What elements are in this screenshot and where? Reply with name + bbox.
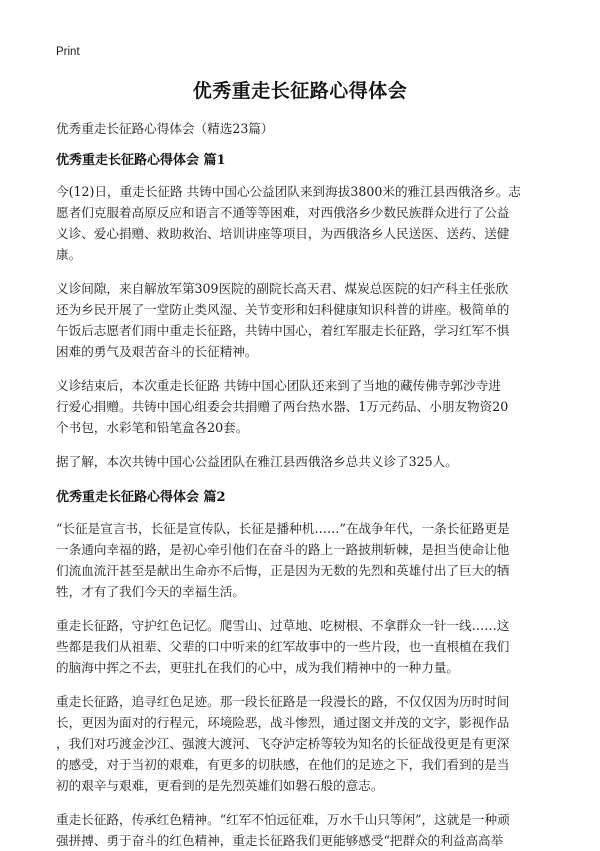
text-line: 重走长征路，守护红色记忆。爬雪山、过草地、吃树根、不拿群众一针一线……这 <box>56 618 510 633</box>
text-line: 初的艰辛与艰难，更看到的是先烈英雄们如磐石般的意志。 <box>56 778 384 793</box>
paragraph <box>56 181 544 265</box>
text-line: 还为乡民开展了一堂防止类风湿、关节变形和妇科健康知识科普的讲座。极简单的 <box>56 302 510 317</box>
text-line: 义诊结束后，本次重走长征路 共铸中国心团队还来到了当地的藏传佛寺郭沙寺进 <box>56 378 501 393</box>
text-line: 重走长征路，追寻红色足迹。那一段长征路是一段漫长的路，不仅仅因为历时时间 <box>56 694 510 709</box>
text-line: 据了解，本次共铸中国心公益团队在雅江县西俄洛乡总共义诊了325人。 <box>56 454 458 469</box>
text-line: 康。 <box>56 247 82 262</box>
text-line: 牲，才有了我们今天的幸福生活。 <box>56 584 245 599</box>
paragraph <box>56 375 544 438</box>
print-link[interactable]: Print <box>56 46 80 58</box>
paragraph <box>56 615 544 678</box>
paragraph <box>56 691 544 796</box>
text-line: 的脑海中挥之不去，更驻扎在我们的心中，成为我们精神中的一种力量。 <box>56 660 459 675</box>
text-line: 重走长征路，传承红色精神。“红军不怕远征难，万水千山只等闲”，这就是一种顽 <box>56 812 510 827</box>
text-line: 义诊、爱心捐赠、救助救治、培训讲座等项目，为西俄洛乡人民送医、送药、送健 <box>56 226 510 241</box>
text-line: 一条通向幸福的路，是初心牵引他们在奋斗的路上一路披荆斩棘，是担当使命让他 <box>56 542 510 557</box>
article-subtitle: 优秀重走长征路心得体会（精选23篇） <box>56 121 274 136</box>
page-title: 优秀重走长征路心得体会 <box>192 80 408 102</box>
text-line: 长，更因为面对的行程元，环境险恶，战斗惨烈，通过图文并茂的文字，影视作品 <box>56 715 510 730</box>
text-line: ，我们对巧渡金沙江、强渡大渡河、飞夺泸定桥等较为知名的长征战役更是有更深 <box>56 736 510 751</box>
text-line: 个书包，水彩笔和铅笔盒各20套。 <box>56 420 249 435</box>
text-line: 些都是我们从祖辈、父辈的口中听来的红军故事中的一些片段，也一直根植在我们 <box>56 639 510 654</box>
paragraph <box>56 809 544 851</box>
section-heading-2: 优秀重走长征路心得体会 篇2 <box>56 490 226 505</box>
text-line: 午饭后志愿者们雨中重走长征路，共铸中国心，着红军服走长征路，学习红军不惧 <box>56 323 510 338</box>
text-line: “长征是宣言书，长征是宣传队，长征是播种机……”在战争年代，一条长征路更是 <box>56 521 510 536</box>
text-line: 行爱心捐赠。共铸中国心组委会共捐赠了两台热水器、1万元药品、小朋友物资20 <box>56 399 509 414</box>
text-line: 强拼搏、勇于奋斗的红色精神，重走长征路我们更能够感受“把群众的利益高高举 <box>56 833 504 848</box>
paragraph <box>56 278 544 362</box>
text-line: 的感受，对于当初的艰难，有更多的切肤感，在他们的足迹之下，我们看到的是当 <box>56 757 510 772</box>
text-line: 们流血流汗甚至是献出生命亦不后悔，正是因为无数的先烈和英雄付出了巨大的牺 <box>56 563 510 578</box>
text-line: 义诊间隙，来自解放军第309医院的副院长高天君、煤炭总医院的妇产科主任张欣 <box>56 281 509 296</box>
article-body <box>56 78 544 851</box>
section-heading-1: 优秀重走长征路心得体会 篇1 <box>56 153 226 168</box>
paragraph <box>56 451 544 472</box>
text-line: 困难的勇气及艰苦奋斗的长征精神。 <box>56 344 258 359</box>
text-line: 愿者们克服着高原反应和语言不通等等困难，对西俄洛乡少数民族群众进行了公益 <box>56 205 510 220</box>
paragraph <box>56 518 544 602</box>
text-line: 今(12)日，重走长征路 共铸中国心公益团队来到海拔3800米的雅江县西俄洛乡。志 <box>56 184 521 199</box>
